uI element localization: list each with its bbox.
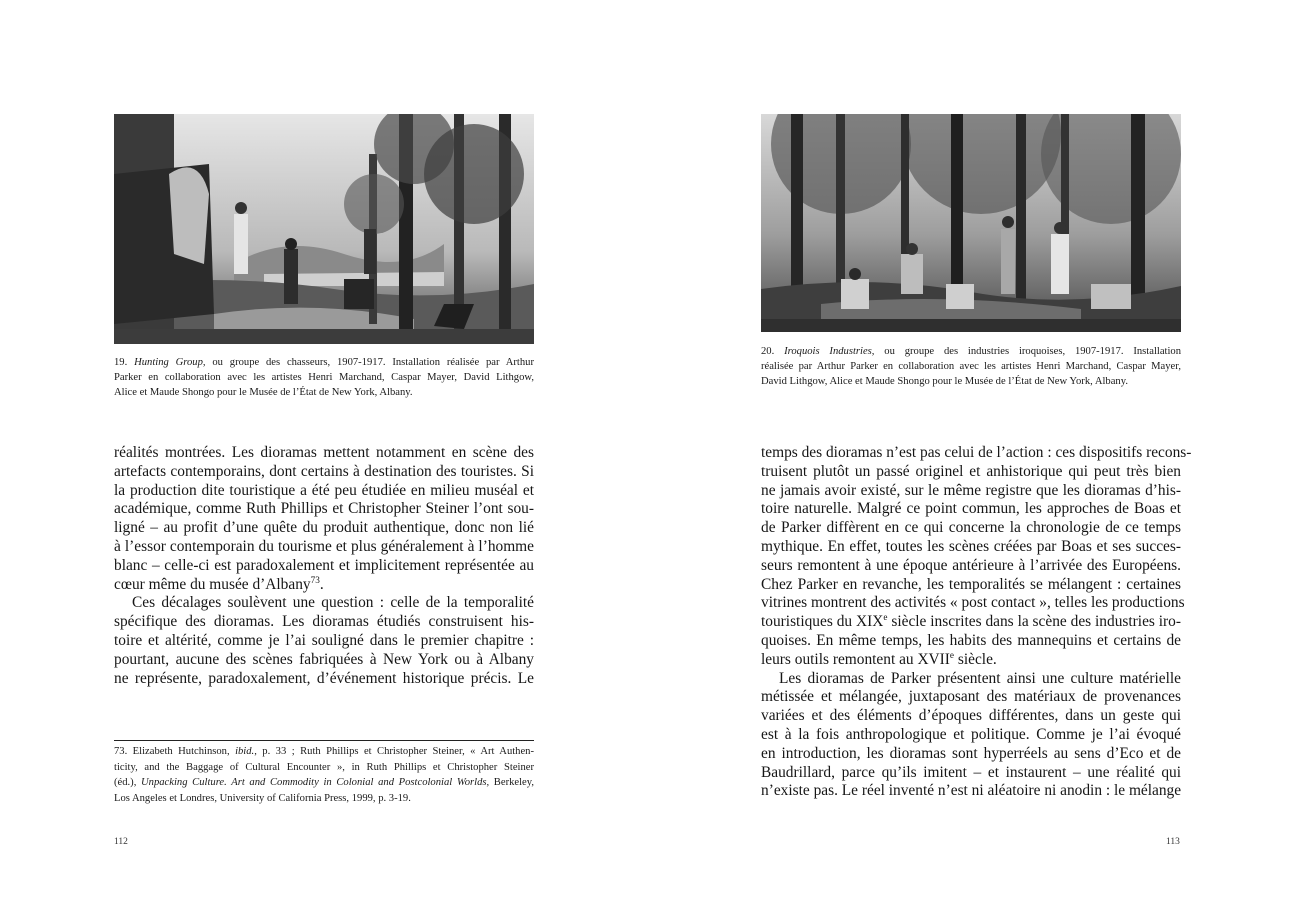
iroquois-industries-photo: [761, 114, 1181, 332]
caption-line: David Lithgow, Alice et Maude Shongo pour le Musée de l’État de New York, Albany.: [761, 376, 1128, 387]
footnote-ref: 73: [310, 574, 320, 585]
text-line: quoises. En même temps, les habits des mannequins et certains de: [761, 631, 1181, 649]
footnote-text: (éd.),: [114, 777, 142, 788]
left-body-text: [114, 444, 534, 688]
text-line: à l’essor contemporain du tourisme et plus généralement à l’homme: [114, 537, 534, 555]
text-line: n’existe pas. Le réel inventé n’est ni aléatoire ni anodin : le mélange: [761, 782, 1182, 800]
text-line: temps des dioramas n’est pas celui de l’action : ces dispositifs recons-: [761, 444, 1192, 461]
caption-line: Alice et Maude Shongo pour le Musée de l’État de New York, Albany.: [114, 387, 413, 398]
caption-text: ou groupe des industries iroquoises, 1907-1917. Installation: [874, 346, 1182, 357]
text-line: truisent plutôt un passé originel et anhistorique qui peut très bien: [761, 462, 1181, 480]
text-line: vitrines montrent des activités « post contact », telles les productions: [761, 594, 1185, 612]
text-line: [761, 613, 1181, 632]
footnote-rule: [114, 740, 534, 741]
footnote-text: , p. 33 ; Ruth Phillips et Christopher Steiner, « Art Authen-: [254, 746, 535, 757]
text-line: en introduction, les dioramas sont hyperréels au sens d’Eco et de: [761, 744, 1181, 762]
text-line: réalités montrées. Les dioramas mettent notamment en scène des: [114, 444, 534, 461]
text-line: Les dioramas de Parker présentent ainsi une culture matérielle: [779, 669, 1181, 687]
text-line: académique, comme Ruth Phillips et Christopher Steiner l’ont sou-: [114, 500, 534, 518]
text-line: métissée et mélangée, juxtaposant des matériaux de provenances: [761, 688, 1181, 706]
figure-title: Hunting Group,: [134, 357, 206, 368]
text-segment: leurs outils remontent au XVII: [761, 650, 950, 668]
text-line: Baudrillard, parce qu’ils imitent – et instaurent – une réalité qui: [761, 763, 1181, 781]
text-line: ne représente, paradoxalement, d’événement historique précis. Le: [114, 669, 534, 687]
text-line: [761, 651, 1181, 670]
footnote-italic: Unpacking Culture. Art and Commodity in Colonial and Postcolonial Worlds,: [141, 777, 490, 788]
page-number-left: 112: [114, 837, 128, 847]
text-segment: touristiques du XIX: [761, 613, 884, 631]
text-segment: .: [319, 575, 324, 593]
page-number-right: 113: [1166, 837, 1180, 847]
footnote-italic: ibid.: [235, 746, 255, 757]
text-line: toire et altérité, comme je l’ai souligné dans le premier chapitre :: [114, 631, 534, 649]
text-line: toire naturelle. Malgré ce point commun, les approches de Boas et: [761, 500, 1181, 518]
text-line: [114, 576, 534, 595]
superscript: e: [949, 649, 955, 660]
paragraph: [114, 594, 534, 688]
caption-text: ou groupe des chasseurs, 1907-1917. Installation réalisée par Arthur: [205, 357, 534, 368]
figure-19-caption: [114, 355, 534, 400]
paragraph: [114, 444, 534, 594]
footnote-line: Los Angeles et Londres, University of California Press, 1999, p. 3-19.: [114, 792, 411, 804]
figure-number: 20.: [761, 346, 775, 357]
text-line: pourtant, aucune des scènes fabriquées à New York ou à Albany: [114, 650, 534, 668]
figure-number: 19.: [114, 357, 128, 368]
text-segment: siècle inscrites dans la scène des industries iro-: [887, 613, 1181, 631]
text-line: seurs remontent à une époque antérieure à l’arrivée des Européens.: [761, 556, 1181, 574]
footnote-text: Berkeley,: [489, 777, 535, 788]
text-line: la production dite touristique a été peu étudiée en milieu muséal et: [114, 481, 534, 499]
footnote-text: 73. Elizabeth Hutchinson,: [114, 746, 236, 757]
right-body-text: [761, 444, 1192, 801]
text-line: mythique. En effet, toutes les scènes créées par Boas et ses succes-: [761, 537, 1181, 555]
figure-20-caption: [761, 344, 1181, 389]
footnote-73: [114, 744, 534, 806]
hunting-group-photo: [114, 114, 534, 344]
right-page: [647, 0, 1294, 913]
text-line: Chez Parker en revanche, les temporalités se mélangent : certaines: [761, 575, 1181, 593]
text-segment: siècle.: [954, 650, 997, 668]
caption-line: réalisée par Arthur Parker en collaboration avec les artistes Henri Marchand, Caspar Mayer,: [761, 361, 1181, 372]
paragraph: [761, 444, 1192, 670]
text-line: ne jamais avoir existé, sur le même registre que les dioramas d’his-: [761, 481, 1181, 499]
figure-title: Iroquois Industries,: [784, 346, 875, 357]
footnote-line: ticity, and the Baggage of Cultural Encounter », in Ruth Phillips et Christopher Steiner: [114, 761, 534, 773]
text-line: ligné – au profit d’une quête du produit authentique, donc non lié: [114, 519, 534, 537]
text-line: variées et des éléments d’époques différentes, dans un geste qui: [761, 707, 1181, 725]
superscript: e: [883, 612, 888, 623]
paragraph: [761, 670, 1181, 802]
text-line: blanc – celle-ci est paradoxalement et implicitement représentée au: [114, 556, 534, 574]
text-line: Ces décalages soulèvent une question : celle de la temporalité: [132, 594, 534, 612]
text-line: artefacts contemporains, dont certains à destination des touristes. Si: [114, 462, 534, 480]
text-line: de Parker diffèrent en ce qui concerne la chronologie de ce temps: [761, 519, 1181, 537]
text-line: spécifique des dioramas. Les dioramas étudiés construisent his-: [114, 613, 534, 631]
text-line: est à la fois anthropologique et politique. Comme je l’ai évoqué: [761, 725, 1181, 743]
text-segment: cœur même du musée d’Albany: [114, 575, 311, 593]
caption-line: Parker en collaboration avec les artistes Henri Marchand, Caspar Mayer, David Lithgow,: [114, 372, 534, 383]
